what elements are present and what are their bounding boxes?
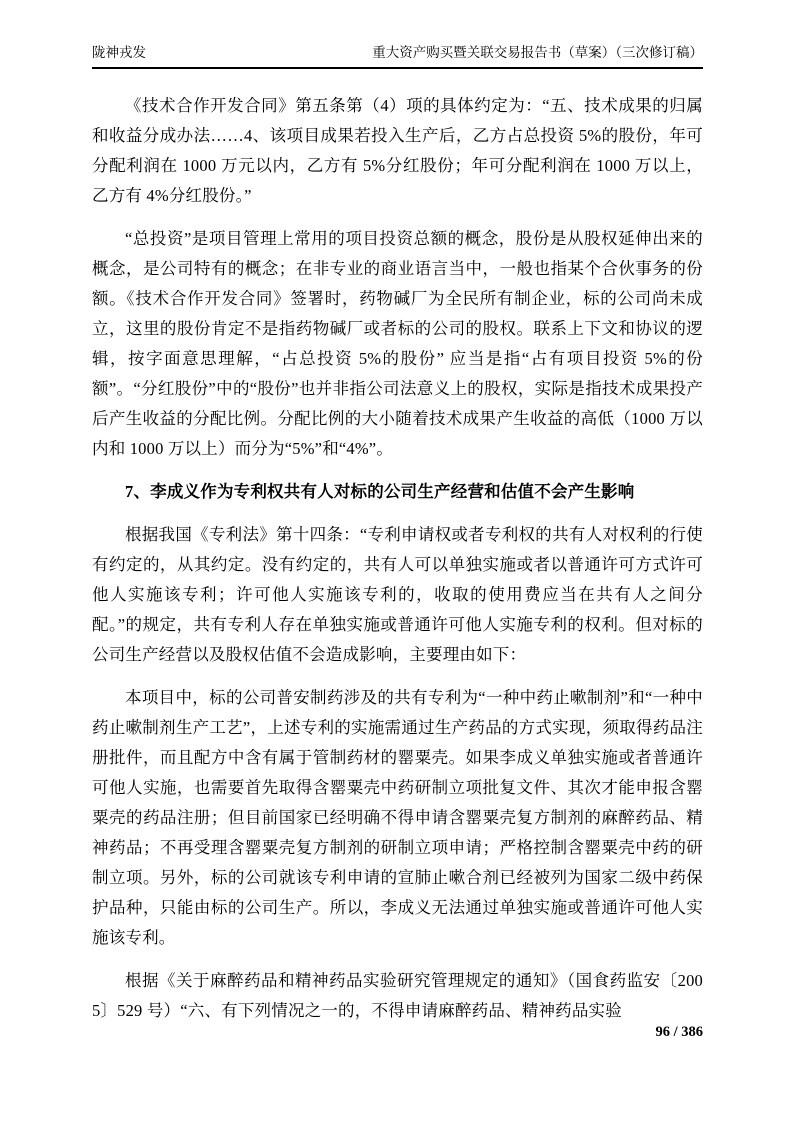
header-report-title: 重大资产购买暨关联交易报告书（草案）（三次修订稿） <box>372 45 703 60</box>
document-body <box>92 78 703 1026</box>
paragraph: 本项目中，标的公司普安制药涉及的共有专利为“一种中药止嗽制剂”和“一种中药止嗽制剂生产工艺”，上述专利的实施需通过生产药品的方式实现，须取得药品注册批件，而且配方中含有属于管制药材的罂粟壳。如果李成义单独实施或者普通许可他人实施，也需要首先取得含罂粟壳中药研制立项批复文件、其次才能申报含罂粟壳的药品注册；但目前国家已经明确不得申请含罂粟壳复方制剂的麻醉药品、精神药品；不再受理含罂粟壳复方制剂的研制立项申请；严格控制含罂粟壳中药的研制立项。另外，标的公司就该专利申请的宣肺止嗽合剂已经被列为国家二级中药保护品种，只能由标的公司生产。所以，李成义无法通过单独实施或普通许可他人实施该专利。 <box>92 688 703 947</box>
paragraph: 根据《关于麻醉药品和精神药品实验研究管理规定的通知》（国食药监安〔2005〕529 号）“六、有下列情况之一的，不得申请麻醉药品、精神药品实验 <box>92 971 703 1020</box>
header-company-name: 陇神戎发 <box>92 45 146 60</box>
paragraph: 《技术合作开发合同》第五条第（4）项的具体约定为：“五、技术成果的归属和收益分成办法……4、该项目成果若投入生产后，乙方占总投资 5%的股份，年可分配利润在 1000 万元以内，乙方有 5%分红股份；年可分配利润在 1000 万以上，乙方有 4%分红股份。” <box>92 96 703 205</box>
page-header <box>92 44 703 69</box>
page-number: 96 / 386 <box>655 1024 703 1040</box>
paragraph: “总投资”是项目管理上常用的项目投资总额的概念，股份是从股权延伸出来的概念，是公司特有的概念；在非专业的商业语言当中，一般也指某个合伙事务的份额。《技术合作开发合同》签署时，药物碱厂为全民所有制企业，标的公司尚未成立，这里的股份肯定不是指药物碱厂或者标的公司的股权。联系上下文和协议的逻辑，按字面意思理解，“占总投资 5%的股份” 应当是指“占有项目投资 5%的份额”。“分红股份”中的“股份”也并非指公司法意义上的股权，实际是指技术成果投产后产生收益的分配比例。分配比例的大小随着技术成果产生收益的高低（1000 万以内和 1000 万以上）而分为“5%”和“4%”。 <box>92 229 703 458</box>
section-heading: 7、李成义作为专利权共有人对标的公司生产经营和估值不会产生影响 <box>125 482 635 501</box>
page-footer <box>92 1022 703 1042</box>
paragraph: 根据我国《专利法》第十四条：“专利申请权或者专利权的共有人对权利的行使有约定的，从其约定。没有约定的，共有人可以单独实施或者以普通许可方式许可他人实施该专利；许可他人实施该专利的，收取的使用费应当在共有人之间分配。”的规定，共有专利人存在单独实施或普通许可他人实施专利的权利。但对标的公司生产经营以及股权估值不会造成影响，主要理由如下： <box>92 525 703 664</box>
